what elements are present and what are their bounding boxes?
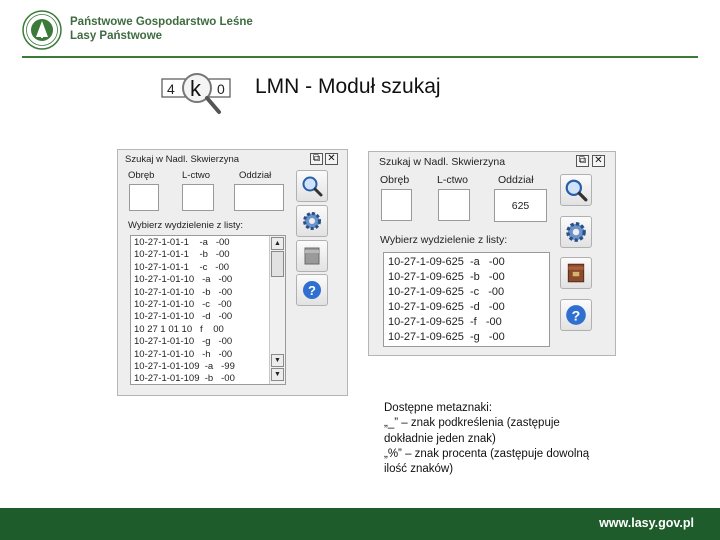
- icon-left-digit: 4: [167, 81, 175, 97]
- oddzial-input[interactable]: 625: [494, 189, 547, 222]
- obreb-label: Obręb: [128, 170, 155, 181]
- close-button[interactable]: ✕: [592, 155, 605, 167]
- list-item[interactable]: 10-27-1-01-10 -c -00: [134, 299, 232, 311]
- list-item[interactable]: 10-27-1-01-1 -c -00: [134, 261, 230, 273]
- list-item[interactable]: 10-27-1-01-10 -a -00: [134, 274, 233, 286]
- search-dialog-results: [368, 151, 616, 356]
- book-button[interactable]: [296, 240, 328, 272]
- note-line: ilość znaków): [384, 463, 454, 476]
- footer-bar: [0, 508, 720, 540]
- list-item[interactable]: 10-27-1-01-1 -b -00: [134, 249, 230, 261]
- gear-icon: [301, 210, 323, 232]
- restore-button[interactable]: ⧉: [576, 155, 589, 167]
- organization-name: [70, 15, 253, 43]
- list-item[interactable]: 10-27-1-01-10 -b -00: [134, 286, 233, 298]
- lctwo-label: L-ctwo: [437, 174, 468, 186]
- oddzial-input[interactable]: [234, 184, 284, 211]
- search-dialog-empty: [117, 149, 348, 396]
- list-item[interactable]: 10-27-1-09-625 -d -00: [388, 300, 505, 313]
- book-button[interactable]: [560, 257, 592, 289]
- list-item[interactable]: 10-27-1-01-109 -b -00: [134, 373, 235, 385]
- search-k-icon: [161, 70, 233, 118]
- dialog-caption: Szukaj w Nadl. Skwierzyna: [125, 154, 240, 165]
- svg-text:?: ?: [571, 308, 581, 325]
- note-line: „%” – znak procenta (zastępuje dowolną: [384, 447, 590, 460]
- lctwo-input[interactable]: [438, 189, 470, 221]
- scroll-thumb[interactable]: [271, 251, 284, 277]
- obreb-input[interactable]: [129, 184, 159, 211]
- dialog-caption: Szukaj w Nadl. Skwierzyna: [379, 156, 506, 168]
- metacharacters-note: [384, 401, 674, 477]
- list-item[interactable]: 10-27-1-01-1 -a -00: [134, 237, 230, 248]
- note-line: „_” – znak podkreślenia (zastępuje: [384, 417, 560, 430]
- subdivision-list[interactable]: [383, 252, 550, 347]
- oddzial-label: Oddział: [498, 174, 534, 186]
- book-icon: [301, 245, 323, 267]
- lasy-panstwowe-logo: [22, 10, 62, 50]
- help-icon: [301, 279, 323, 301]
- list-item[interactable]: 10-27-1-01-10 -d -00: [134, 311, 233, 323]
- website-link[interactable]: www.lasy.gov.pl: [599, 516, 694, 530]
- list-item[interactable]: 10-27-1-09-625 -g -00: [388, 330, 505, 343]
- list-item[interactable]: 10-27-1-09-625 -b -00: [388, 270, 505, 283]
- list-item[interactable]: 10 27 1 01 10 f 00: [134, 323, 224, 335]
- org-line-1: Państwowe Gospodarstwo Leśne: [70, 16, 253, 28]
- note-line: Dostępne metaznaki:: [384, 402, 493, 414]
- list-scrollbar[interactable]: [269, 236, 285, 384]
- page-title: LMN - Moduł szukaj: [255, 75, 441, 98]
- search-button[interactable]: [296, 170, 328, 202]
- scroll-down-arrow-icon[interactable]: ▼: [271, 368, 284, 381]
- magnifier-icon: [301, 175, 323, 197]
- scroll-up-arrow-icon[interactable]: ▲: [271, 237, 284, 250]
- list-item[interactable]: 10-27-1-09-625 -f -00: [388, 315, 502, 328]
- header-divider: [22, 56, 698, 58]
- svg-text:?: ?: [308, 283, 316, 298]
- list-item[interactable]: 10-27-1-09-625 -a -00: [388, 256, 505, 268]
- list-label: Wybierz wydzielenie z listy:: [128, 220, 244, 231]
- magnifier-icon: [564, 178, 588, 202]
- org-line-2: Lasy Państwowe: [70, 30, 163, 42]
- book-icon: [564, 261, 588, 285]
- obreb-label: Obręb: [380, 174, 410, 186]
- lctwo-label: L-ctwo: [182, 170, 210, 181]
- obreb-input[interactable]: [381, 189, 412, 221]
- list-item[interactable]: 10-27-1-01-10 -h -00: [134, 348, 233, 360]
- oddzial-label: Oddział: [239, 170, 272, 181]
- lctwo-input[interactable]: [182, 184, 214, 211]
- icon-letter: k: [190, 76, 201, 101]
- list-label: Wybierz wydzielenie z listy:: [380, 234, 508, 246]
- list-item[interactable]: 10-27-1-09-625 -c -00: [388, 285, 505, 298]
- scroll-down-arrow-icon[interactable]: ▼: [271, 354, 284, 367]
- help-icon: [564, 303, 588, 327]
- list-item[interactable]: 10-27-1-01-10 -g -00: [134, 336, 233, 348]
- search-button[interactable]: [560, 174, 592, 206]
- subdivision-list[interactable]: [130, 235, 286, 385]
- list-item[interactable]: 10-27-1-01-109 -a -99: [134, 361, 235, 373]
- help-button[interactable]: [560, 299, 592, 331]
- gear-icon: [564, 220, 588, 244]
- settings-button[interactable]: [560, 216, 592, 248]
- note-line: dokładnie jeden znak): [384, 432, 496, 445]
- icon-right-digit: 0: [217, 81, 225, 97]
- restore-button[interactable]: ⧉: [310, 153, 323, 165]
- settings-button[interactable]: [296, 205, 328, 237]
- help-button[interactable]: [296, 274, 328, 306]
- close-button[interactable]: ✕: [325, 153, 338, 165]
